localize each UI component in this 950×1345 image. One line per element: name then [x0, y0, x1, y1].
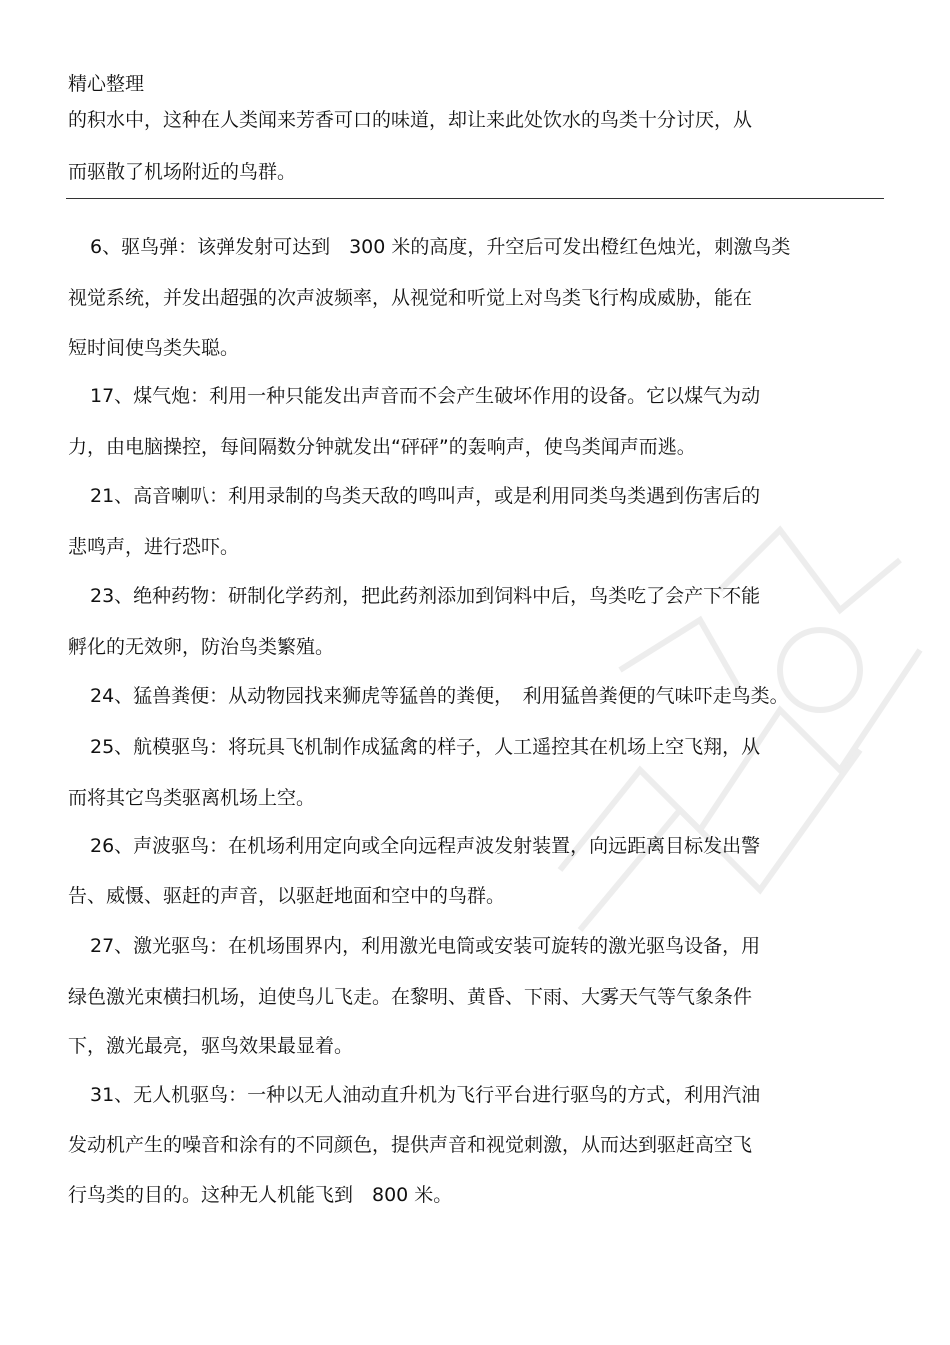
item-25-line: 而将其它鸟类驱离机场上空。 [68, 787, 316, 809]
page-header-label: 精心整理 [68, 73, 145, 95]
watermark-graphic [520, 470, 950, 970]
item-31-line: 发动机产生的噪音和涂有的不同颜色，提供声音和视觉刺激，从而达到驱赶高空飞 [68, 1134, 753, 1156]
intro-line: 而驱散了机场附近的鸟群。 [68, 161, 297, 183]
item-27-line: 绿色激光束横扫机场，迫使鸟儿飞走。在黎明、黄昏、下雨、大雾天气等气象条件 [68, 986, 753, 1008]
item-23-line: 孵化的无效卵，防治鸟类繁殖。 [68, 636, 335, 658]
item-23-line: 23、绝种药物：研制化学药剂，把此药剂添加到饲料中后，鸟类吃了会产下不能 [90, 585, 761, 607]
item-6-line: 6、驱鸟弹：该弹发射可达到 300 米的高度，升空后可发出橙红色烛光，刺激鸟类 [90, 236, 791, 258]
intro-line: 的积水中，这种在人类闻来芳香可口的味道，却让来此处饮水的鸟类十分讨厌，从 [68, 109, 753, 131]
header-divider [66, 198, 884, 199]
item-17-line: 力，由电脑操控，每间隔数分钟就发出“砰砰”的轰响声，使鸟类闻声而逃。 [68, 436, 696, 458]
item-26-line: 告、威慑、驱赶的声音，以驱赶地面和空中的鸟群。 [68, 885, 506, 907]
item-21-line: 悲鸣声，进行恐吓。 [68, 536, 240, 558]
item-25-line: 25、航模驱鸟：将玩具飞机制作成猛禽的样子，人工遥控其在机场上空飞翔，从 [90, 736, 761, 758]
item-31-line: 行鸟类的目的。这种无人机能飞到 800 米。 [68, 1184, 453, 1206]
item-21-line: 21、高音喇叭：利用录制的鸟类天敌的鸣叫声，或是利用同类鸟类遇到伤害后的 [90, 485, 761, 507]
item-27-line: 下，激光最亮，驱鸟效果最显着。 [68, 1035, 354, 1057]
item-27-line: 27、激光驱鸟：在机场围界内，利用激光电筒或安装可旋转的激光驱鸟设备，用 [90, 935, 761, 957]
item-6-line: 视觉系统，并发出超强的次声波频率，从视觉和听觉上对鸟类飞行构成威胁，能在 [68, 287, 753, 309]
item-6-line: 短时间使鸟类失聪。 [68, 337, 240, 359]
item-26-line: 26、声波驱鸟：在机场利用定向或全向远程声波发射装置，向远距离目标发出警 [90, 835, 761, 857]
item-31-line: 31、无人机驱鸟：一种以无人油动直升机为飞行平台进行驱鸟的方式，利用汽油 [90, 1084, 761, 1106]
item-17-line: 17、煤气炮：利用一种只能发出声音而不会产生破坏作用的设备。它以煤气为动 [90, 385, 761, 407]
item-24-line: 24、猛兽粪便：从动物园找来狮虎等猛兽的粪便， 利用猛兽粪便的气味吓走鸟类。 [90, 685, 789, 707]
